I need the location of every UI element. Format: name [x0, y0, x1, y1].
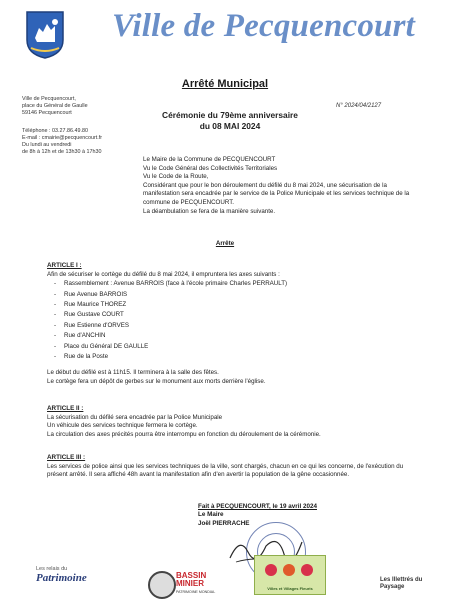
bassin-minier-text: BASSIN MINIER	[176, 571, 207, 588]
article-paragraph: La sécurisation du défilé sera encadrée par la Police Municipale	[47, 413, 223, 421]
article-1	[47, 262, 417, 387]
hours-text: Du lundi au vendredi	[22, 142, 72, 148]
bassin-subtitle: PATRIMOINE MONDIAL	[176, 590, 216, 594]
paysage-logo-text: Les Illettrés du Paysage	[380, 577, 423, 590]
preamble-line: Le Maire de la Commune de PECQUENCOURT	[143, 156, 276, 163]
article-3	[47, 454, 417, 480]
route-item: - Rue Estienne d'ORVES	[64, 321, 417, 331]
article-paragraph: La circulation des axes précités pourra être interrompu en fonction du déroulement de la cérémonie.	[47, 430, 321, 438]
flowers-icon	[259, 562, 321, 578]
preamble-line: Vu le Code Général des Collectivités Territoriales	[143, 164, 278, 172]
contact-block	[22, 128, 132, 156]
article-title: ARTICLE III :	[47, 454, 86, 461]
town-title: Ville de Pecquencourt	[112, 8, 416, 44]
route-item: - Rue Maurice THOREZ	[64, 300, 417, 310]
phone-text: Téléphone : 03.27.86.49.80	[22, 128, 88, 134]
preamble-line: La déambulation se fera de la manière suivante.	[143, 207, 276, 215]
preamble-line: Considérant que pour le bon déroulement du défilé du 8 mai 2024, une sécurisation de la manifestation sera encadrée par le service de la Police Municipale et les services technique de la commune de PECQUENCOURT.	[143, 181, 410, 206]
article-paragraph: Les services de police ainsi que les services techniques de la ville, sont chargés, chacun en ce qui les concerne, de l'exécution du présent arrêté. Il sera affiché 48h avant la manifestation afin d'en avertir la population de la gêne occasionnée.	[47, 462, 404, 479]
arrete-label: Arrête	[215, 240, 235, 247]
route-item: - Rue Gustave COURT	[64, 310, 417, 320]
article-title: ARTICLE I :	[47, 262, 82, 269]
patrimoine-logo	[36, 566, 116, 584]
route-item: - Rassemblement : Avenue BARROIS (face à l'école primaire Charles PERRAULT)	[64, 279, 417, 289]
address-block	[22, 96, 132, 117]
article-intro: Afin de sécuriser le cortège du défilé du 8 mai 2024, il empruntera les axes suivants :	[47, 270, 280, 278]
address-line: Ville de Pecquencourt,	[22, 96, 76, 102]
ceremony-heading	[130, 110, 330, 132]
address-line: place du Général de Gaulle	[22, 103, 88, 109]
town-crest-logo	[25, 10, 65, 60]
bassin-emblem-icon	[148, 571, 176, 599]
preamble-line: Vu le Code de la Route,	[143, 173, 209, 181]
villes-fleuris-text: Villes et Villages Fleuris	[267, 586, 313, 591]
villes-fleuris-logo	[254, 555, 326, 595]
ceremony-line: Cérémonie du 79ème anniversaire	[162, 110, 298, 120]
article-paragraph: Le cortège fera un dépôt de gerbes sur le monument aux morts derrière l'église.	[47, 378, 266, 386]
signature-role: Le Maire	[198, 511, 224, 519]
patrimoine-small-text: Les relais du	[36, 566, 68, 572]
signature-block	[198, 503, 358, 528]
reference-number: N° 2024/04/2127	[336, 103, 382, 109]
route-item: - Rue d'ANCHIN	[64, 331, 417, 341]
signature-place-date: Fait à PECQUENCOURT, le 19 avril 2024	[198, 503, 317, 510]
preamble	[143, 156, 415, 216]
route-item: - Rue de la Poste	[64, 352, 417, 362]
document-title: Arrêté Municipal	[181, 78, 269, 90]
article-paragraph: Un véhicule des services technique fermera le cortège.	[47, 422, 198, 430]
ceremony-date: du 08 MAI 2024	[199, 121, 261, 131]
address-line: 59146 Pecquencourt	[22, 110, 72, 116]
route-item: - Rue Avenue BARROIS	[64, 290, 417, 300]
article-2	[47, 405, 417, 439]
article-title: ARTICLE II :	[47, 405, 84, 412]
route-list	[47, 279, 417, 362]
hours-text: de 8h à 12h et de 13h30 à 17h30	[22, 149, 102, 155]
signature-name: Joël PIERRACHE	[198, 519, 250, 527]
email-text: E-mail : cmairie@pecquencourt.fr	[22, 135, 103, 141]
patrimoine-text: Patrimoine	[36, 572, 87, 584]
article-paragraph: Le début du défilé est à 11h15. Il terminera à la salle des fêtes.	[47, 369, 219, 377]
route-item: - Place du Général DE GAULLE	[64, 342, 417, 352]
